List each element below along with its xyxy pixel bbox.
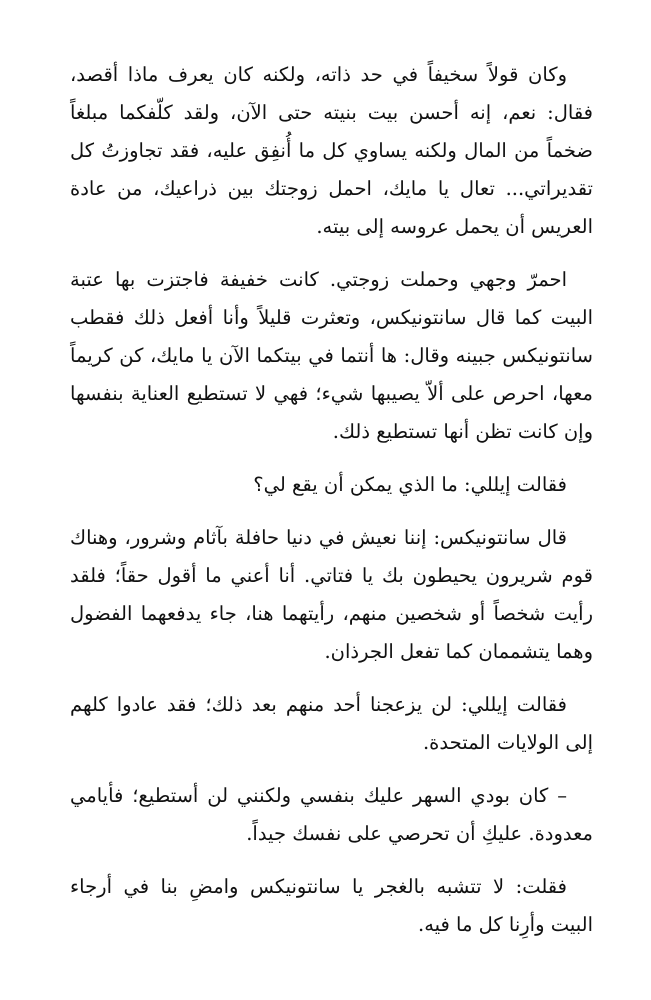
paragraph-2 <box>70 261 593 451</box>
document-page <box>70 56 593 980</box>
paragraph-3-text: فقالت إيللي: ما الذي يمكن أن يقع لي؟ <box>253 473 567 496</box>
paragraph-5-text: فقالت إيللي: لن يزعجنا أحد منهم بعد ذلك؛ فقد عادوا كلهم إلى الولايات المتحدة. <box>70 693 593 754</box>
paragraph-2-text: احمرّ وجهي وحملت زوجتي. كانت خفيفة فاجتزت بها عتبة البيت كما قال سانتونيكس، وتعثرت قليلاً وأنا أفعل ذلك فقطب سانتونيكس جبينه وقال: ها أنتما في بيتكما الآن يا مايك، كن كريماً معها، احرص على ألاّ يصيبها شيء؛ فهي لا تستطيع العناية بنفسها وإن كانت تظن أنها تستطيع ذلك. <box>70 268 593 443</box>
paragraph-5 <box>70 686 593 762</box>
paragraph-7 <box>70 868 593 944</box>
paragraph-1-text: وكان قولاً سخيفاً في حد ذاته، ولكنه كان يعرف ماذا أقصد، فقال: نعم، إنه أحسن بيت بنيته حتى الآن، ولقد كلّفكما مبلغاً ضخماً من المال ولكنه يساوي كل ما أُنفِق عليه، فقد تجاوزتُ كل تقديراتي... تعال يا مايك، احمل زوجتك بين ذراعيك، من عادة العريس أن يحمل عروسه إلى بيته. <box>70 63 593 238</box>
paragraph-6-text: – كان بودي السهر عليك بنفسي ولكنني لن أستطيع؛ فأيامي معدودة. عليكِ أن تحرصي على نفسك جيداً. <box>70 784 593 845</box>
paragraph-6 <box>70 777 593 853</box>
paragraph-4 <box>70 519 593 671</box>
paragraph-3 <box>70 466 593 504</box>
paragraph-7-text: فقلت: لا تتشبه بالغجر يا سانتونيكس وامضِ بنا في أرجاء البيت وأرِنا كل ما فيه. <box>70 875 593 936</box>
paragraph-4-text: قال سانتونيكس: إننا نعيش في دنيا حافلة بآثام وشرور، وهناك قوم شريرون يحيطون بك يا فتاتي. أنا أعني ما أقول حقاً؛ فلقد رأيت شخصاً أو شخصين منهم، رأيتهما هنا، جاء يدفعهما الفضول وهما يتشممان كما تفعل الجرذان. <box>70 526 593 663</box>
paragraph-1 <box>70 56 593 246</box>
